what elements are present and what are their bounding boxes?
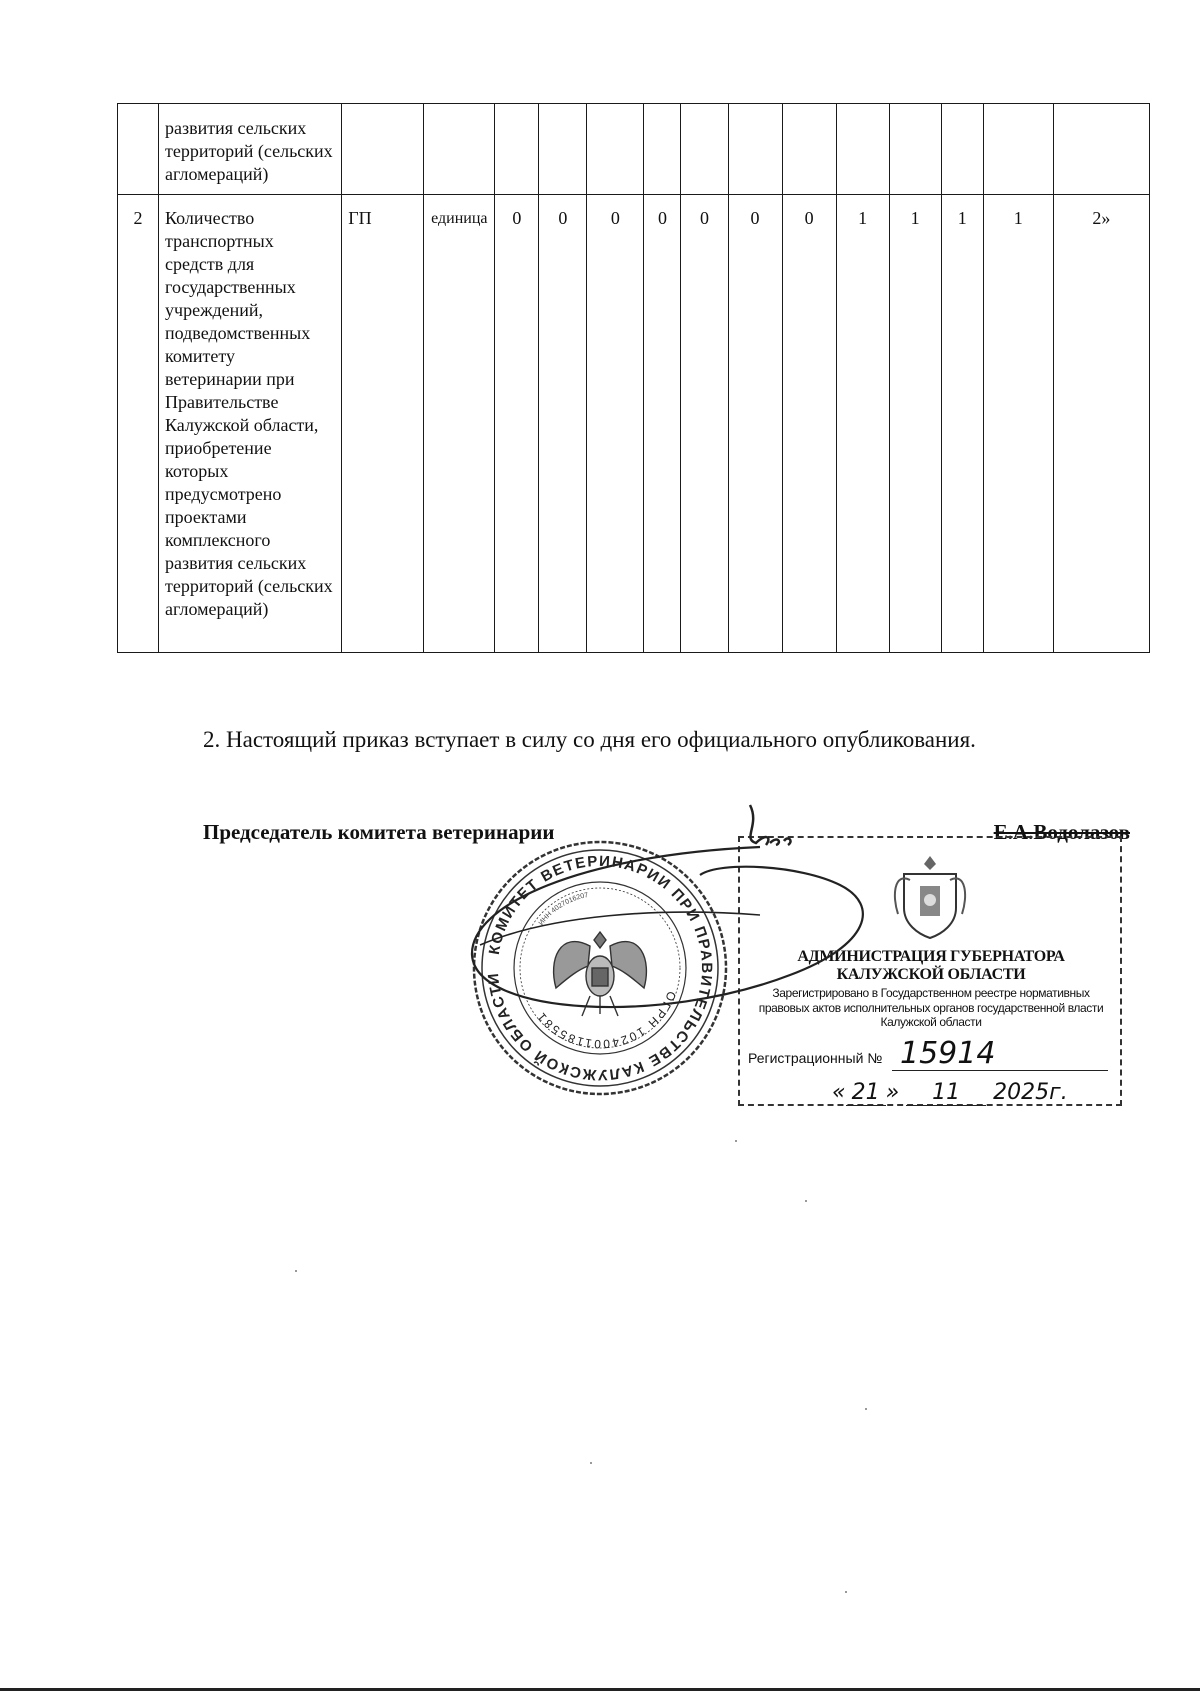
registration-year: 2025г. — [993, 1080, 1068, 1105]
seal-inn: ИНН 4027016207 — [537, 891, 589, 927]
scan-speck — [805, 1200, 807, 1202]
registration-description: Зарегистрировано в Государственном реестре нормативных правовых актов исполнительных органов государственной власти Калужской области — [758, 986, 1104, 1029]
eagle-emblem-icon — [554, 932, 647, 1016]
scan-speck — [590, 1462, 592, 1464]
indicator-name-cell: развития сельских территорий (сельских агломераций) — [159, 104, 342, 195]
source-cell: ГП — [342, 195, 424, 653]
indicator-name-cell: Количество транспортных средств для государственных учреждений, подведомственных комитету ветеринарии при Правительстве Калужской области, приобретение которых предусмотрено проектами комплексного развития сельских территорий (сельских агломераций) — [159, 195, 342, 653]
scan-speck — [295, 1270, 297, 1272]
unit-cell: единица — [424, 195, 495, 653]
table-row — [118, 195, 1150, 653]
registration-day: 21 — [846, 1080, 886, 1106]
indicator-table — [117, 103, 1150, 653]
page-bottom-rule — [0, 1688, 1200, 1691]
value-cell: 0 — [644, 195, 681, 653]
seal-ring-text: КОМИТЕТ ВЕТЕРИНАРИИ ПРИ ПРАВИТЕЛЬСТВЕ КАЛУЖСКОЙ ОБЛАСТИ — [484, 852, 716, 1084]
value-cell: 0 — [539, 195, 587, 653]
value-cell: 0 — [782, 195, 836, 653]
scan-speck — [845, 1591, 847, 1593]
seal-ogrn: ОГРН 1024001185581 — [533, 989, 679, 1052]
value-cell: 0 — [681, 195, 728, 653]
registration-date: « 21 » 11 2025г. — [832, 1080, 1068, 1105]
effective-date-paragraph: 2. Настоящий приказ вступает в силу со дня его официального опубликования. — [203, 727, 976, 752]
registration-stamp — [738, 836, 1122, 1106]
value-cell: 2» — [1053, 195, 1149, 653]
value-cell: 1 — [836, 195, 889, 653]
value-cell: 0 — [495, 195, 539, 653]
registration-org: АДМИНИСТРАЦИЯ ГУБЕРНАТОРА КАЛУЖСКОЙ ОБЛАСТИ — [797, 948, 1065, 983]
coat-of-arms-icon — [890, 852, 970, 942]
value-cell: 0 — [728, 195, 782, 653]
num-cell — [118, 104, 159, 195]
value-cell: 1 — [941, 195, 983, 653]
value-cell: 0 — [587, 195, 644, 653]
signatory-name: Е.А.Водолазов — [993, 820, 1130, 844]
scan-speck — [865, 1408, 867, 1410]
signatory-position: Председатель комитета ветеринарии — [203, 820, 555, 844]
value-cell: 1 — [983, 195, 1053, 653]
registration-month: 11 — [906, 1080, 986, 1106]
value-cell: 1 — [889, 195, 941, 653]
registration-number-label: Регистрационный № — [748, 1050, 883, 1066]
num-cell: 2 — [118, 195, 159, 653]
official-seal — [470, 838, 730, 1098]
scan-speck — [735, 1140, 737, 1142]
registration-number: 15914 — [892, 1038, 1108, 1071]
table-row — [118, 104, 1150, 195]
